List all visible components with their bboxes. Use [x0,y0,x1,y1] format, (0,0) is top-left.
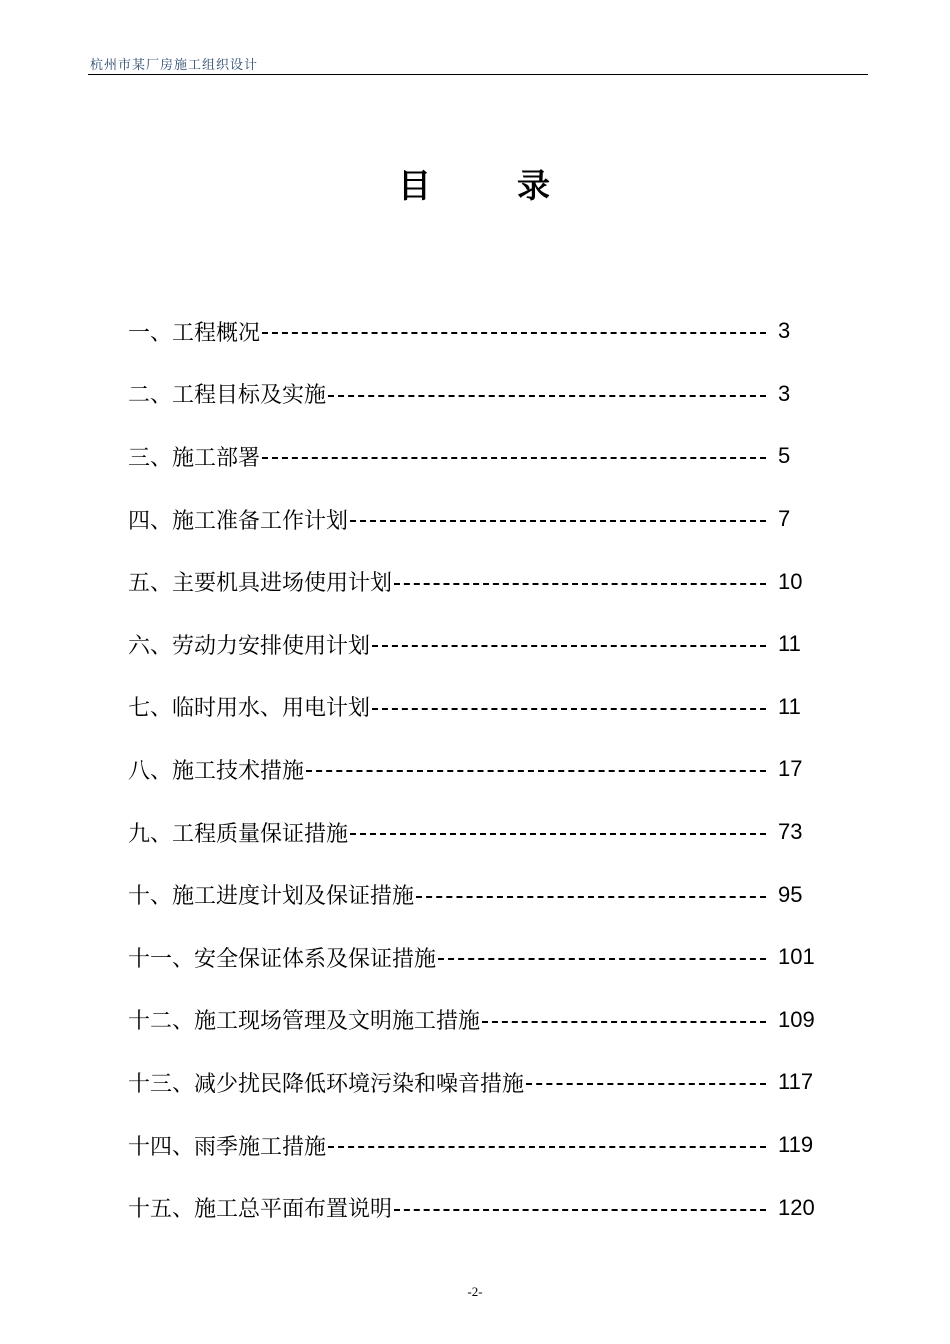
toc-entry[interactable] [128,363,818,426]
toc-entry[interactable] [128,1114,818,1177]
toc-entry-label: 八、施工技术措施 [128,758,305,784]
toc-entry-page: 95 [778,881,803,907]
toc-leader [394,583,766,585]
toc-entry-label: 七、临时用水、用电计划 [128,696,371,722]
toc-leader [350,520,766,522]
toc-entry-page: 120 [778,1194,815,1220]
toc-entry-page: 3 [778,318,791,344]
toc-entry[interactable] [128,1051,818,1114]
toc-entry[interactable] [128,676,818,739]
toc-leader [262,332,766,334]
toc-entry-label: 九、工程质量保证措施 [128,821,349,847]
toc-entry-page: 10 [778,568,803,594]
toc-entry-page: 11 [778,693,801,719]
toc-entry-page: 119 [778,1132,814,1158]
toc-entry[interactable] [128,738,818,801]
toc-leader [372,708,766,710]
toc-entry-page: 7 [778,506,791,532]
header-title: 杭州市某厂房施工组织设计 [90,58,259,73]
toc-list [128,300,818,1239]
toc-leader [350,833,766,835]
toc-leader [306,770,766,772]
toc-entry-label: 十四、雨季施工措施 [128,1134,327,1160]
toc-entry-page: 109 [778,1006,815,1032]
toc-leader [328,395,766,397]
toc-entry[interactable] [128,425,818,488]
toc-entry-page: 11 [778,631,801,657]
toc-entry[interactable] [128,488,818,551]
toc-entry-page: 101 [778,944,815,970]
toc-entry-label: 十一、安全保证体系及保证措施 [128,946,437,972]
toc-entry-label: 五、主要机具进场使用计划 [128,571,393,597]
toc-title-left: 目 [398,166,433,205]
toc-entry[interactable] [128,550,818,613]
toc-entry-page: 73 [778,819,803,845]
toc-leader [262,457,766,459]
toc-entry-label: 一、工程概况 [128,320,261,346]
toc-entry-label: 四、施工准备工作计划 [128,508,349,534]
toc-leader [328,1146,766,1148]
toc-entry-label: 六、劳动力安排使用计划 [128,633,371,659]
toc-entry[interactable] [128,863,818,926]
toc-entry-page: 17 [778,756,803,782]
toc-entry-page: 3 [778,380,791,406]
toc-entry-label: 十三、减少扰民降低环境污染和噪音措施 [128,1071,525,1097]
toc-entry-label: 十、施工进度计划及保证措施 [128,884,415,910]
toc-entry-page: 5 [778,443,791,469]
toc-title-right: 录 [517,166,552,205]
toc-leader [526,1083,766,1085]
page-number: -2- [467,1284,483,1299]
toc-entry[interactable] [128,801,818,864]
toc-leader [372,645,766,647]
toc-leader [394,1209,766,1211]
toc-leader [438,958,766,960]
toc-entry-label: 二、工程目标及实施 [128,383,327,409]
toc-entry[interactable] [128,989,818,1052]
toc-entry[interactable] [128,613,818,676]
page-header [88,52,868,75]
toc-entry[interactable] [128,300,818,363]
toc-entry[interactable] [128,926,818,989]
toc-leader [416,896,766,898]
toc-entry-page: 117 [778,1069,814,1095]
toc-entry-label: 十二、施工现场管理及文明施工措施 [128,1009,481,1035]
toc-entry-label: 十五、施工总平面布置说明 [128,1197,393,1223]
toc-leader [482,1021,766,1023]
toc-entry[interactable] [128,1176,818,1239]
toc-title [0,160,950,207]
toc-entry-label: 三、施工部署 [128,445,261,471]
